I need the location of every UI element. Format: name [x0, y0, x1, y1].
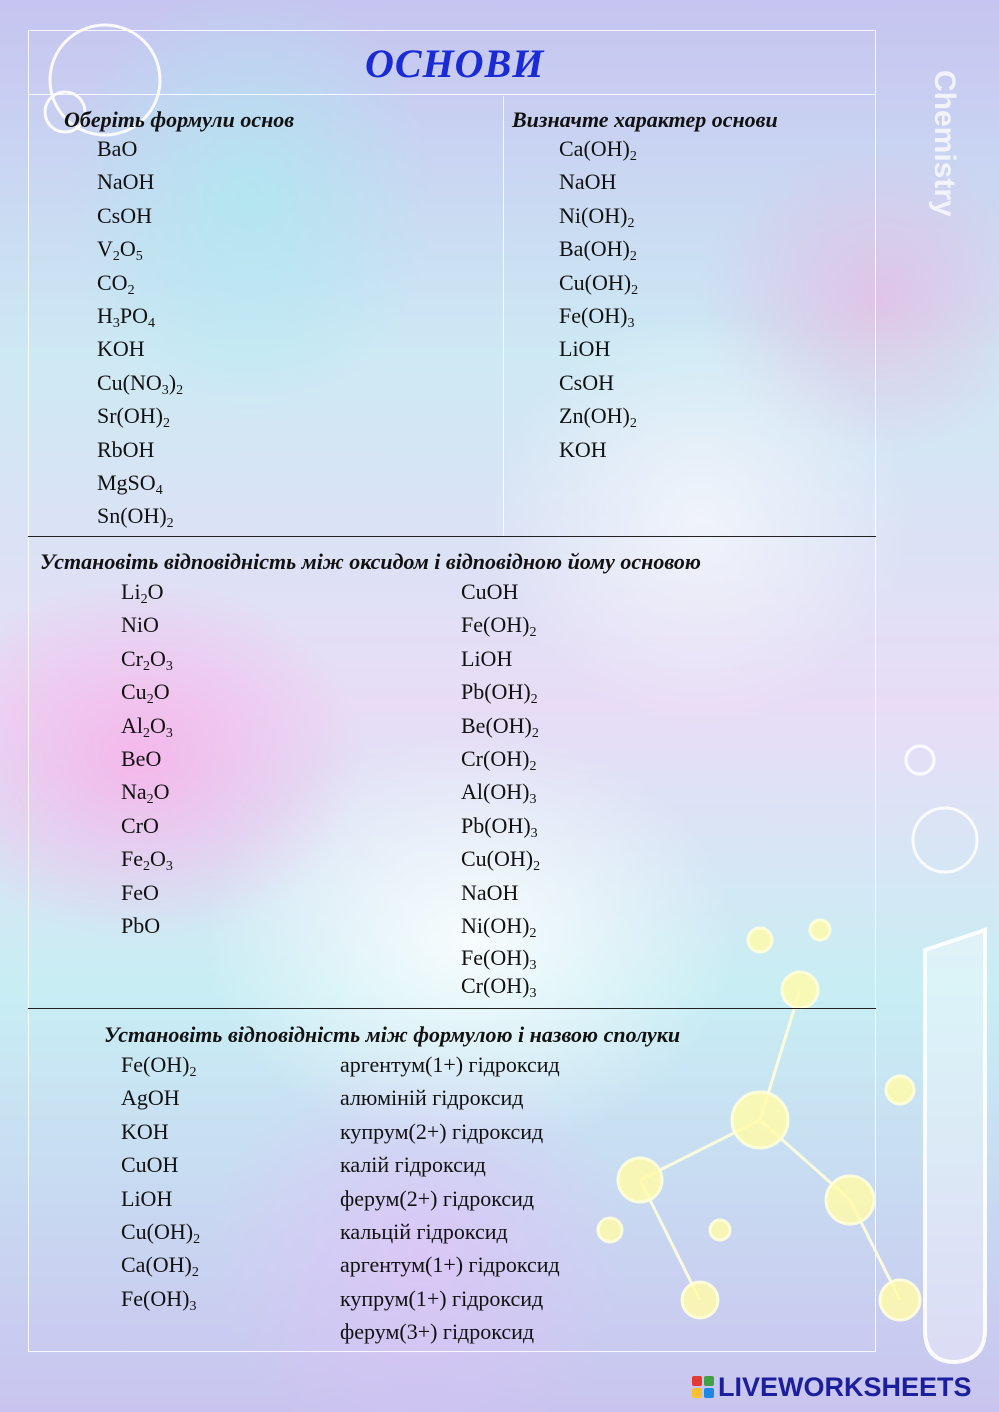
compound-name-item: кальцій гідроксид — [340, 1218, 508, 1244]
oxide-item: $Cr_2O_3$ — [121, 645, 173, 674]
formula-item: $Ba(OH)_2$ — [559, 236, 637, 265]
formula-item: CsOH — [97, 202, 153, 228]
formula-item: CsOH — [559, 369, 615, 395]
compound-name-item: купрум(1+) гідроксид — [340, 1285, 544, 1311]
oxide-item: CrO — [121, 812, 159, 838]
logo-square-1 — [692, 1376, 702, 1386]
compound-name-item: ферум(2+) гідроксид — [340, 1185, 535, 1211]
formula-item: $Cu(NO_3)_2$ — [97, 369, 184, 398]
compound-name-item: ферум(3+) гідроксид — [340, 1319, 535, 1345]
formula-name-match-heading: Установіть відповідність між формулою і назвою сполуки — [104, 1022, 681, 1047]
compound-name-item: аргентум(1+) гідроксид — [340, 1252, 560, 1278]
formula-item: LiOH — [121, 1185, 173, 1211]
formula-item: BaO — [97, 136, 138, 161]
compound-name-list — [340, 1048, 560, 1349]
formula-item: $Ca(OH)_2$ — [121, 1252, 199, 1281]
base-item: $Pb(OH)_3$ — [461, 812, 538, 841]
bubble-right — [906, 746, 977, 872]
logo-square-2 — [704, 1376, 714, 1386]
base-item: $Be(OH)_2$ — [461, 712, 539, 741]
base-item: $Fe(OH)_3$ — [461, 945, 537, 973]
choose-bases-heading: Оберіть формули основ — [64, 107, 295, 132]
formula-item: $Ni(OH)_2$ — [559, 202, 635, 231]
oxide-item: $Al_2O_3$ — [121, 712, 173, 741]
oxide-item: $Na_2O$ — [121, 779, 170, 808]
formula-item: $Cu(OH)_2$ — [559, 269, 639, 298]
section-divider-1 — [28, 536, 876, 537]
base-item: NaOH — [461, 879, 519, 905]
oxide-item: NiO — [121, 612, 159, 638]
title-underline — [28, 94, 876, 95]
compound-name-item: алюміній гідроксид — [340, 1085, 524, 1111]
formula-item: KOH — [559, 436, 607, 462]
oxide-base-match-heading: Установіть відповідність між оксидом і відповідною йому основою — [40, 549, 701, 574]
formula-item: $H_3PO_4$ — [97, 302, 156, 331]
section-divider-2 — [28, 1008, 876, 1009]
base-list — [461, 575, 540, 942]
formula-item: $Fe(OH)_2$ — [121, 1052, 197, 1080]
oxide-item: $Cu_2O$ — [121, 679, 170, 708]
base-item: $Cu(OH)_2$ — [461, 846, 541, 875]
base-item: LiOH — [461, 645, 513, 671]
choose-bases-list — [97, 132, 183, 533]
liveworksheets-logo — [692, 1372, 972, 1402]
base-item: $Fe(OH)_2$ — [461, 612, 537, 641]
base-item: $Cr(OH)_3$ — [461, 973, 537, 1001]
base-item: $Cr(OH)_2$ — [461, 745, 537, 774]
formula-item: RbOH — [97, 436, 155, 462]
oxide-item: $Li_2O$ — [121, 579, 164, 607]
column-divider — [503, 96, 504, 536]
formula-item: $Cu(OH)_2$ — [121, 1218, 201, 1247]
formula-item: MgSO$_4$ — [97, 469, 163, 498]
formula-item: $V_2O_5$ — [97, 236, 143, 265]
logo-square-3 — [692, 1388, 702, 1398]
formula-item: $Fe(OH)_3$ — [121, 1285, 197, 1314]
oxide-list — [121, 575, 173, 942]
oxide-item: FeO — [121, 879, 159, 905]
formula-item: CuOH — [121, 1152, 179, 1178]
formula-item: $Ca(OH)_2$ — [559, 136, 637, 164]
formula-list — [121, 1048, 200, 1315]
oxide-item: $Fe_2O_3$ — [121, 846, 173, 875]
compound-name-item: калій гідроксид — [340, 1152, 486, 1178]
formula-item: KOH — [121, 1118, 169, 1144]
compound-name-item: аргентум(1+) гідроксид — [340, 1052, 560, 1077]
formula-item: NaOH — [97, 169, 155, 195]
formula-item: $Sr(OH)_2$ — [97, 403, 170, 432]
logo-square-4 — [704, 1388, 714, 1398]
chemistry-watermark: Chemistry — [928, 70, 961, 217]
formula-item: NaOH — [559, 169, 617, 195]
base-item: $Ni(OH)_2$ — [461, 912, 537, 941]
oxide-item: BeO — [121, 745, 162, 771]
page-title: ОСНОВИ — [365, 41, 545, 86]
base-item: $Pb(OH)_2$ — [461, 679, 538, 708]
base-list-extra — [461, 944, 536, 1000]
test-tube-decoration — [925, 930, 985, 1362]
liveworksheets-icon — [692, 1376, 714, 1398]
formula-item: $Sn(OH)_2$ — [97, 503, 174, 532]
formula-item: LiOH — [559, 336, 611, 362]
formula-item: AgOH — [121, 1085, 180, 1111]
liveworksheets-text: LIVEWORKSHEETS — [718, 1371, 972, 1402]
formula-item: $CO_2$ — [97, 269, 135, 298]
base-item: CuOH — [461, 579, 519, 604]
formula-item: KOH — [97, 336, 145, 362]
base-item: $Al(OH)_3$ — [461, 779, 537, 808]
formula-item: $Zn(OH)_2$ — [559, 403, 637, 432]
base-character-heading: Визначте характер основи — [512, 107, 778, 132]
base-character-list — [559, 132, 638, 466]
compound-name-item: купрум(2+) гідроксид — [340, 1118, 544, 1144]
formula-item: $Fe(OH)_3$ — [559, 302, 635, 331]
oxide-item: PbO — [121, 912, 161, 938]
